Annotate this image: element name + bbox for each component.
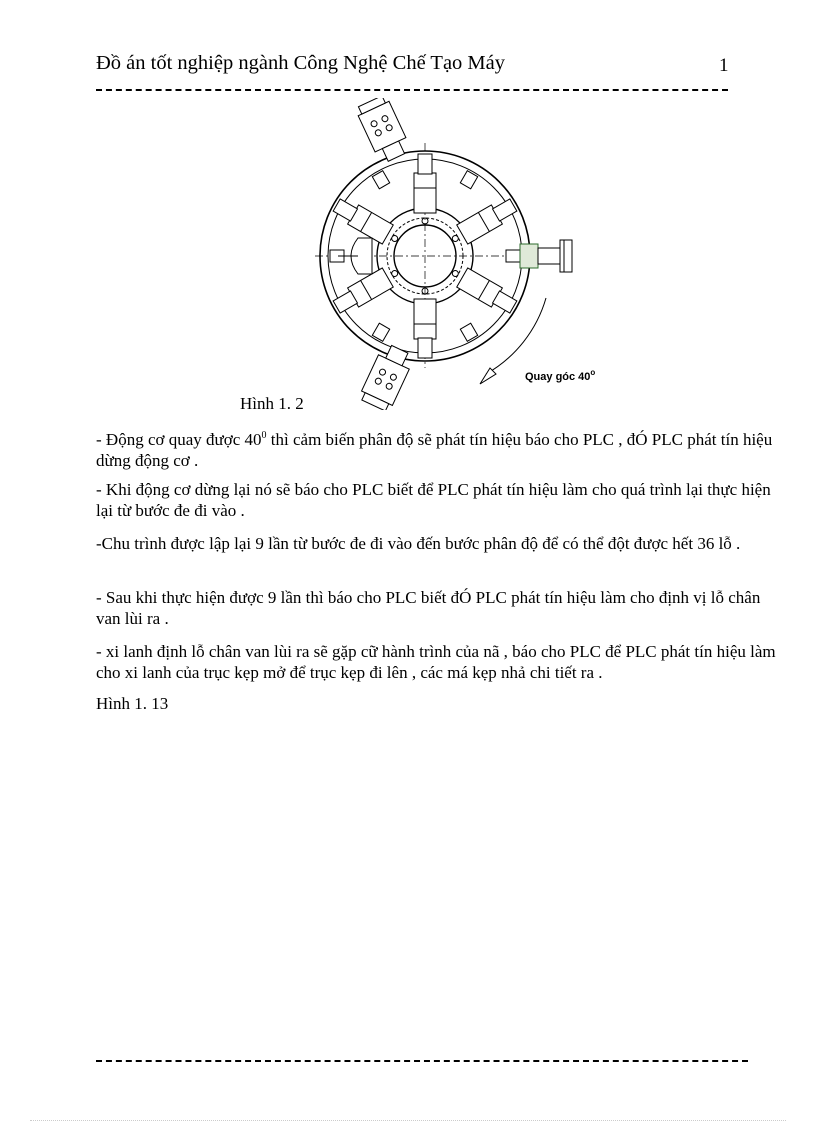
indexing-mechanism-drawing [310,98,630,410]
header-divider [96,89,728,91]
paragraph-1 [96,425,776,471]
mechanism-figure [310,98,630,410]
document-header-title: Đồ án tốt nghiệp ngành Công Nghệ Chế Tạo Máy [96,52,505,74]
degree-superscript: 0 [261,430,267,441]
page-number: 1 [719,55,729,76]
paragraph-2: - Khi động cơ dừng lại nó sẽ báo cho PLC biết để PLC phát tín hiệu làm cho quá trình lại thực hiện lại từ bước đe đi vào . [96,480,771,520]
figure-reference: Hình 1. 13 [96,694,169,713]
footer-divider [96,1060,748,1062]
paragraph-3: -Chu trình được lập lại 9 lần từ bước đe đi vào đến bước phân độ để có thể đột được hết 36 lỗ . [96,534,741,553]
paragraph-1-text-b: thì cảm biến phân độ sẽ phát tín hiệu báo cho PLC , đÓ PLC phát tín hiệu dừng động cơ . [96,430,773,470]
paragraph-5: - xi lanh định lỗ chân van lùi ra sẽ gặp cữ hành trình của nã , báo cho PLC để PLC phát tín hiệu làm cho xi lanh của trục kẹp mở để trục kẹp đi lên , các má kẹp nhả chi tiết ra . [96,642,776,682]
page-edge-dots [30,1120,786,1121]
rotation-label: Quay góc 40$^o$ [525,368,596,383]
paragraph-4: - Sau khi thực hiện được 9 lần thì báo cho PLC biết đÓ PLC phát tín hiệu làm cho định vị lỗ chân van lùi ra . [96,588,761,628]
figure-caption: Hình 1. 2 [240,394,304,413]
paragraph-1-text-a: - Động cơ quay được 40 [96,430,262,449]
